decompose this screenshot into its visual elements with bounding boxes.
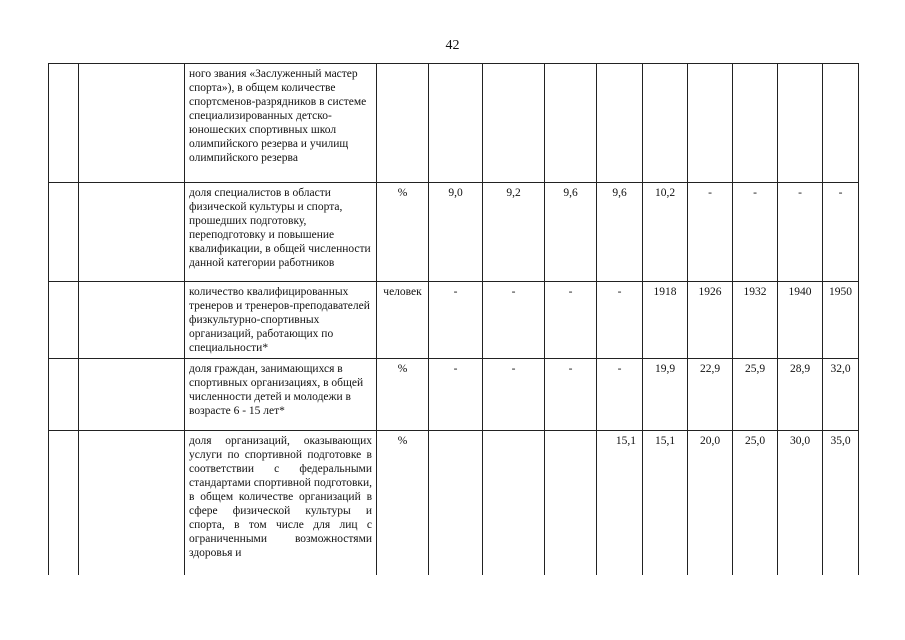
value-cell: 32,0 <box>823 359 859 431</box>
value-cell: - <box>778 183 823 282</box>
value-cell: - <box>429 359 483 431</box>
value-cell <box>823 64 859 183</box>
value-cell: - <box>597 282 643 359</box>
value-cell: 15,1 <box>643 431 688 576</box>
program-cell <box>79 359 185 431</box>
table-row <box>49 282 859 359</box>
program-cell <box>79 282 185 359</box>
value-cell: 1950 <box>823 282 859 359</box>
table-row <box>49 359 859 431</box>
value-cell: - <box>597 359 643 431</box>
value-cell: 20,0 <box>688 431 733 576</box>
value-cell: 9,6 <box>545 183 597 282</box>
indicator-description: количество квалифицированных тренеров и тренеров-преподавателей физкультурно-спортивных организаций, работающих по специальности* <box>185 282 377 359</box>
unit-cell: % <box>377 183 429 282</box>
value-cell: 15,1 <box>597 431 643 576</box>
program-cell <box>79 64 185 183</box>
value-cell: 9,2 <box>483 183 545 282</box>
value-cell: 25,9 <box>733 359 778 431</box>
value-cell: - <box>429 282 483 359</box>
indicator-description: доля граждан, занимающихся в спортивных организациях, в общей численности детей и молодежи в возрасте 6 - 15 лет* <box>185 359 377 431</box>
number-cell <box>49 282 79 359</box>
value-cell: 19,9 <box>643 359 688 431</box>
program-cell <box>79 183 185 282</box>
value-cell <box>643 64 688 183</box>
number-cell <box>49 183 79 282</box>
value-cell <box>597 64 643 183</box>
value-cell: 22,9 <box>688 359 733 431</box>
value-cell <box>483 431 545 576</box>
number-cell <box>49 359 79 431</box>
value-cell: - <box>545 282 597 359</box>
unit-cell: человек <box>377 282 429 359</box>
value-cell: 1918 <box>643 282 688 359</box>
value-cell: - <box>483 359 545 431</box>
value-cell: 1926 <box>688 282 733 359</box>
value-cell: - <box>688 183 733 282</box>
value-cell: 1940 <box>778 282 823 359</box>
indicator-description: доля специалистов в области физической культуры и спорта, прошедших подготовку, переподготовку и повышение квалификации, в общей численности данной категории работников <box>185 183 377 282</box>
value-cell: 30,0 <box>778 431 823 576</box>
value-cell <box>545 431 597 576</box>
value-cell: 25,0 <box>733 431 778 576</box>
table-row <box>49 183 859 282</box>
number-cell <box>49 64 79 183</box>
value-cell: 1932 <box>733 282 778 359</box>
value-cell: 9,6 <box>597 183 643 282</box>
value-cell: 9,0 <box>429 183 483 282</box>
value-cell: - <box>545 359 597 431</box>
unit-cell: % <box>377 431 429 576</box>
unit-cell <box>377 64 429 183</box>
table-row <box>49 64 859 183</box>
page-number: 42 <box>445 38 460 53</box>
value-cell: - <box>823 183 859 282</box>
number-cell <box>49 431 79 576</box>
program-cell <box>79 431 185 576</box>
value-cell: - <box>483 282 545 359</box>
value-cell: 28,9 <box>778 359 823 431</box>
value-cell <box>429 64 483 183</box>
table-row <box>49 431 859 576</box>
indicators-table <box>48 63 859 575</box>
value-cell <box>778 64 823 183</box>
value-cell: 10,2 <box>643 183 688 282</box>
unit-cell: % <box>377 359 429 431</box>
value-cell <box>688 64 733 183</box>
value-cell <box>545 64 597 183</box>
value-cell: 35,0 <box>823 431 859 576</box>
value-cell <box>733 64 778 183</box>
value-cell: - <box>733 183 778 282</box>
indicator-description: ного звания «Заслуженный мастер спорта»), в общем количестве спортсменов-разрядников в системе специализированных детско-юношеских спортивных школ олимпийского резерва и училищ олимпийского резерва <box>185 64 377 183</box>
indicator-description: доля организаций, оказывающих услуги по спортивной подготовке в соответствии с федеральными стандартами спортивной подготовки, в общем количестве организаций в сфере физической культуры и спорта, в том числе для лиц с ограниченными возможностями здоровья и <box>185 431 377 576</box>
value-cell <box>483 64 545 183</box>
value-cell <box>429 431 483 576</box>
